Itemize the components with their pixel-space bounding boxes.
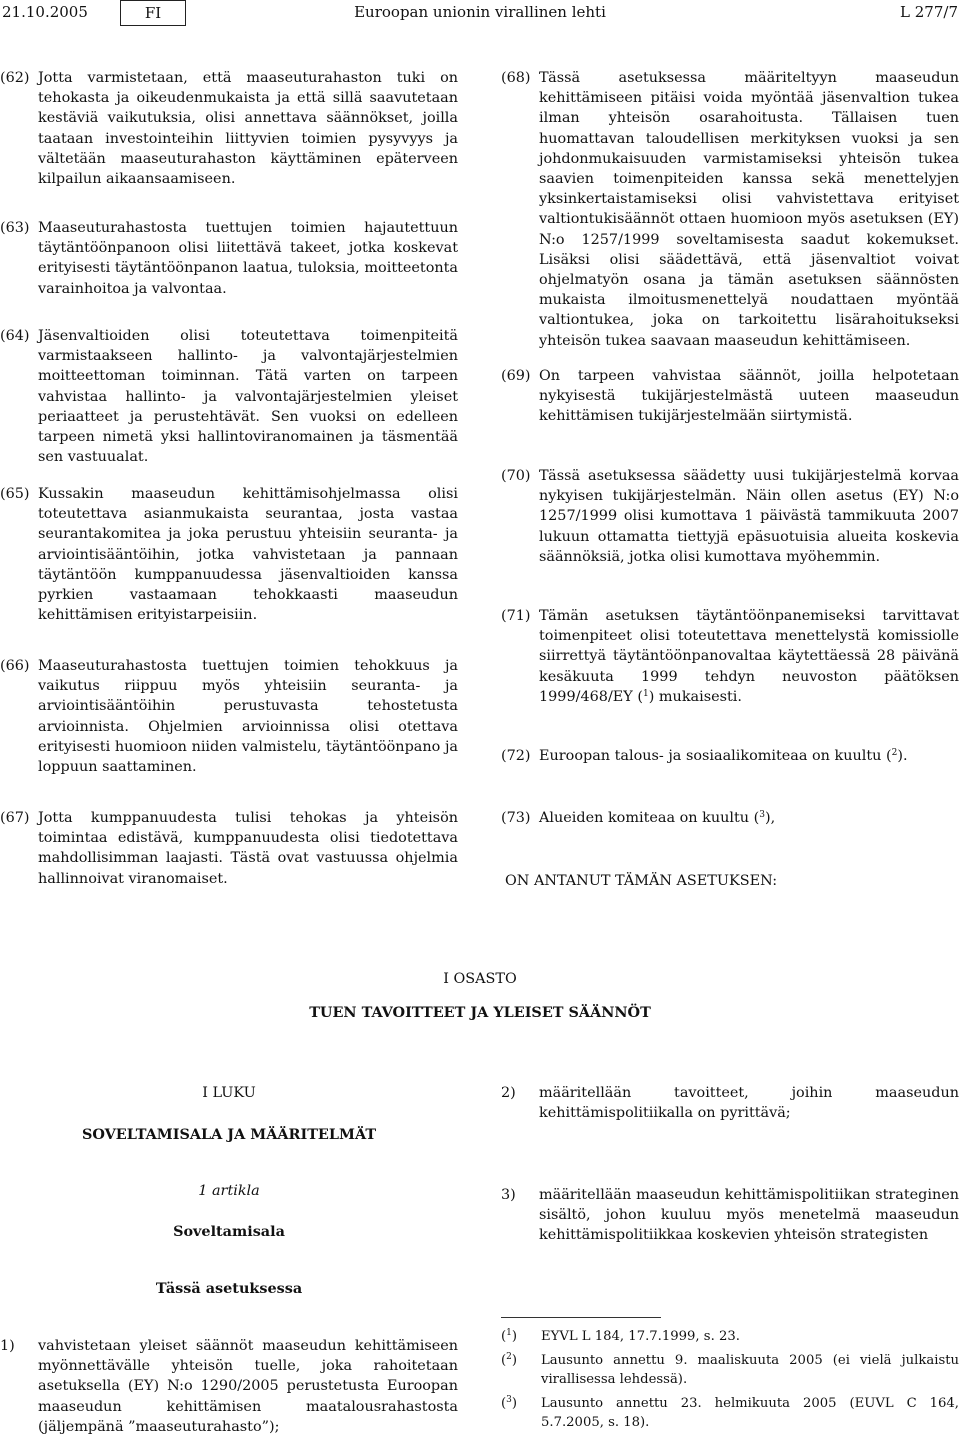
recital-62 — [0, 68, 458, 189]
footnote-ref: 1 — [642, 688, 649, 699]
recital-66 — [0, 656, 458, 777]
footnote-separator — [501, 1317, 661, 1318]
recital-number: (65) — [0, 486, 30, 502]
recital-text: Jäsenvaltioiden olisi toteutettava toimenpiteitä varmistaakseen hallinto- ja valvontajärjestelmien moitteettoman toiminnan. Tätä varten on tarpeen vahvistaa hallinto- ja valvontajärjestelmien yleiset periaatteet ja perustehtävät. Sen vuoksi on edelleen tarpeen nimetä yksi hallintoviranomainen ja täsmentää sen vastuualat. — [38, 328, 458, 466]
recital-text: Euroopan talous- ja sosiaalikomiteaa on kuultu ( — [539, 748, 892, 764]
recital-70 — [501, 466, 959, 567]
page-header — [0, 2, 960, 24]
footnote-text: Lausunto annettu 9. maaliskuuta 2005 (ei vielä julkaistu virallisessa lehdessä). — [541, 1353, 959, 1387]
recital-63 — [0, 218, 458, 299]
chapter-title: SOVELTAMISALA JA MÄÄRITELMÄT — [81, 1126, 377, 1143]
footnote-3 — [501, 1394, 959, 1432]
recital-67 — [0, 808, 458, 889]
part-title: TUEN TAVOITTEET JA YLEISET SÄÄNNÖT — [309, 1004, 651, 1021]
recital-text-end: ). — [897, 748, 908, 764]
recital-number: (64) — [0, 328, 30, 344]
recital-number: (67) — [0, 810, 30, 826]
recital-73 — [501, 808, 959, 828]
recital-number: (69) — [501, 368, 531, 384]
article-item-1 — [0, 1336, 458, 1437]
item-text: vahvistetaan yleiset säännöt maaseudun kehittämiseen myönnettävälle yhteisön tuelle, joka rahoitetaan asetuksella (EY) N:o 1290/2005 perustetusta Euroopan maaseudun kehittämisen maatalousrahastosta (jäljempänä ”maaseuturahasto”); — [38, 1338, 458, 1435]
footnote-number: ($^3$) — [501, 1395, 518, 1411]
footnote-number: ($^2$) — [501, 1352, 518, 1368]
item-number: 1) — [0, 1338, 15, 1354]
article-item-2 — [501, 1083, 959, 1123]
recital-number: (63) — [0, 220, 30, 236]
recital-text: Tämän asetuksen täytäntöönpanemiseksi tarvittavat toimenpiteet olisi toteutettava menettelystä komissiolle siirrettyä täytäntöönpanovaltaa käytettäessä 28 päivänä kesäkuuta 1999 tehdyn neuvoston päätöksen 1999/468/EY ( — [539, 608, 959, 705]
chapter-label: I LUKU — [202, 1085, 256, 1101]
recital-text: Alueiden komiteaa on kuultu ( — [539, 810, 760, 826]
recital-68 — [501, 68, 959, 351]
recital-number: (72) — [501, 748, 531, 764]
recital-text: Jotta kumppanuudesta tulisi tehokas ja yhteisön toimintaa edistävä, kumppanuudesta olisi tiedotettava mahdollisimman laajasti. Tästä ovat vastuussa ohjelmia hallinnoivat viranomaiset. — [38, 810, 458, 887]
recital-text: Kussakin maaseudun kehittämisohjelmassa olisi toteutettava asianmukaista seurantaa, josta vastaa seurantakomitea ja joka perustuu yhteisiin seuranta- ja arviointisääntöihin, jotka vahvistetaan ja pannaan täytäntöön kumppanuudessa jäsenvaltioiden kanssa pyrkien vastaamaan tehokkaasti maaseudun kehittämisen erityistarpeisiin. — [38, 486, 458, 624]
article-item-3 — [501, 1185, 959, 1246]
recital-text: On tarpeen vahvistaa säännöt, joilla helpotetaan nykyisestä tukijärjestelmästä uuteen maaseudun kehittämisen tukijärjestelmään siirtymistä. — [539, 368, 959, 425]
recital-69 — [501, 366, 959, 427]
adoption-formula: ON ANTANUT TÄMÄN ASETUKSEN: — [505, 873, 778, 889]
publication-date: 21.10.2005 — [2, 3, 88, 21]
item-number: 3) — [501, 1187, 516, 1203]
recital-text-end: ), — [764, 810, 776, 826]
recital-71 — [501, 606, 959, 707]
recital-number: (66) — [0, 658, 30, 674]
footnote-1 — [501, 1327, 959, 1346]
part-label: I OSASTO — [443, 971, 517, 987]
article-intro: Tässä asetuksessa — [155, 1280, 303, 1297]
recital-text: Maaseuturahastosta tuettujen toimien tehokkuus ja vaikutus riippuu myös yhteisiin seuranta- ja arviointisääntöihin perustuvasta tehostetusta arvioinnista. Ohjelmien arvioinnissa olisi otettava erityisesti huomioon niiden valmistelu, täytäntöönpano ja loppuun saattaminen. — [38, 658, 458, 776]
journal-title: Euroopan unionin virallinen lehti — [354, 3, 606, 21]
item-number: 2) — [501, 1085, 516, 1101]
article-label: 1 artikla — [198, 1183, 260, 1199]
footnote-text: Lausunto annettu 23. helmikuuta 2005 (EUVL C 164, 5.7.2005, s. 18). — [541, 1396, 959, 1430]
recital-text: Maaseuturahastosta tuettujen toimien hajautettuun täytäntöönpanoon olisi liitettävä takeet, jotka koskevat erityisesti täytäntöönpanon laatua, tuloksia, moitteetonta varainhoitoa ja valvontaa. — [38, 220, 458, 297]
recital-number: (68) — [501, 70, 531, 86]
footnote-number: ($^1$) — [501, 1328, 518, 1344]
recital-text: Tässä asetuksessa määriteltyyn maaseudun kehittämiseen pitäisi voida myöntää jäsenvaltion tukea ilman yhteisön osarahoitusta. Tällaisen tuen huomattavan taloudellisen merkityksen vuoksi ja sen johdonmukaisuuden varmistamiseksi yhteisön tukea saavien toimenpiteiden kanssa sekä menettelyjen yksinkertaistamiseksi olisi vahvistettava erityiset valtiontukisäännöt ottaen huomioon myös asetuksen (EY) N:o 1257/1999 soveltamisesta saadut kokemukset. Lisäksi olisi säädettävä, että jäsenvaltiot voivat ohjelmatyön osana ja tämän asetuksen säännösten mukaista ilmoitusmenettelyä noudattaen myöntää valtiontukea, joka on tarkoitettu lisärahoitukseksi yhteisön tukea saavaan maaseudun kehittämiseen. — [539, 70, 959, 349]
language-box: FI — [120, 0, 186, 26]
recital-number: (70) — [501, 468, 531, 484]
recital-text-end: ) mukaisesti. — [648, 688, 742, 705]
footnote-2 — [501, 1351, 959, 1389]
recital-number: (73) — [501, 810, 531, 826]
article-title: Soveltamisala — [173, 1223, 285, 1240]
footnote-text: EYVL L 184, 17.7.1999, s. 23. — [541, 1329, 740, 1344]
item-text: määritellään tavoitteet, joihin maaseudun kehittämispolitiikalla on pyrittävä; — [539, 1085, 959, 1122]
footnote-ref: 2 — [891, 748, 898, 758]
recital-72 — [501, 746, 959, 766]
item-text: määritellään maaseudun kehittämispolitiikan strateginen sisältö, johon kuuluu myös menetelmä maaseudun kehittämispolitiikkaa koskevien yhteisön strategisten — [539, 1187, 959, 1244]
recital-text: Tässä asetuksessa säädetty uusi tukijärjestelmä korvaa nykyisen tukijärjestelmän. Näin ollen asetus (EY) N:o 1257/1999 olisi kumottava 1 päivästä tammikuuta 2007 lukuun ottamatta tiettyjä epäsuotuisia alueita koskevia säännöksiä, jotka olisi kumottava myöhemmin. — [539, 468, 959, 565]
recital-text: Jotta varmistetaan, että maaseuturahaston tuki on tehokasta ja oikeudenmukaista ja että sillä saavutetaan kestäviä vaikutuksia, olisi annettava säännökset, joilla taataan investointeihin liittyvien toimien pysyvyys ja vältetään maaseuturahaston käyttäminen epäterveen kilpailun aikaansaamiseen. — [38, 70, 458, 188]
footnote-ref: 3 — [759, 810, 765, 820]
recital-number: (62) — [0, 70, 30, 86]
recital-65 — [0, 484, 458, 625]
recital-64 — [0, 326, 458, 467]
recital-number: (71) — [501, 608, 531, 624]
page-number: L 277/7 — [900, 3, 958, 21]
